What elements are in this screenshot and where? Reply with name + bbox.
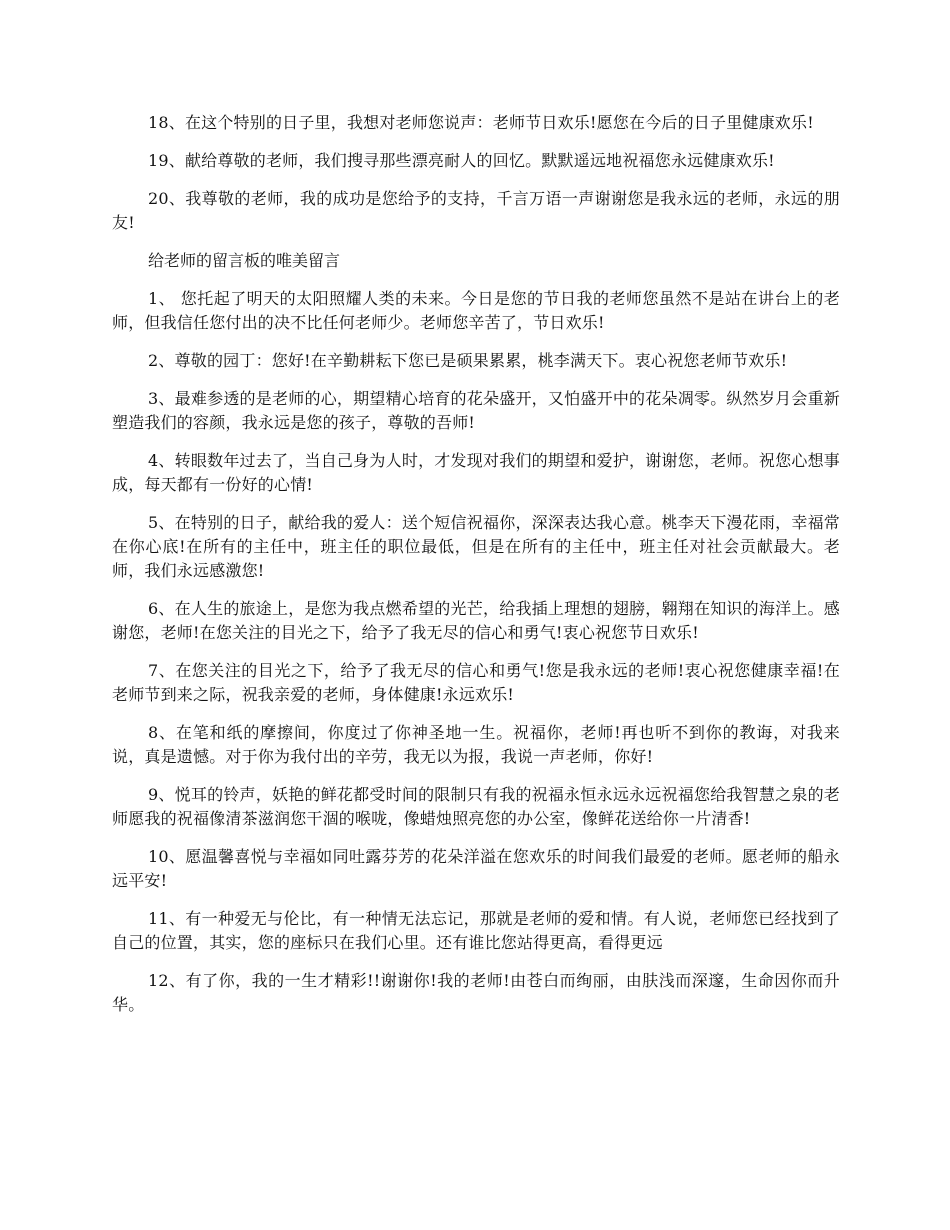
paragraph-4: 4、转眼数年过去了，当自己身为人时，才发现对我们的期望和爱护，谢谢您，老师。祝您心想事成，每天都有一份好的心情!	[112, 451, 840, 494]
paragraph-12: 12、有了你，我的一生才精彩!!谢谢你!我的老师!由苍白而绚丽，由肤浅而深邃，生命因你而升华。	[112, 971, 840, 1014]
paragraph-5: 5、在特别的日子，献给我的爱人：送个短信祝福你，深深表达我心意。桃李天下漫花雨，幸福常在你心底!在所有的主任中，班主任的职位最低，但是在所有的主任中，班主任对社会贡献最大。老师，我们永远感激您!	[112, 513, 840, 580]
paragraph-11: 11、有一种爱无与伦比，有一种情无法忘记，那就是老师的爱和情。有人说，老师您已经找到了自己的位置，其实，您的座标只在我们心里。还有谁比您站得更高，看得更远	[112, 909, 840, 952]
document-page	[112, 111, 840, 1031]
paragraph-9: 9、悦耳的铃声，妖艳的鲜花都受时间的限制只有我的祝福永恒永远永远祝福您给我智慧之泉的老师愿我的祝福像清茶滋润您干涸的喉咙，像蜡烛照亮您的办公室，像鲜花送给你一片清香!	[112, 785, 840, 828]
paragraph-8: 8、在笔和纸的摩擦间，你度过了你神圣地一生。祝福你，老师!再也听不到你的教诲，对我来说，真是遗憾。对于你为我付出的辛劳，我无以为报，我说一声老师，你好!	[112, 723, 840, 766]
paragraph-7: 7、在您关注的目光之下，给予了我无尽的信心和勇气!您是我永远的老师!衷心祝您健康幸福!在老师节到来之际，祝我亲爱的老师，身体健康!永远欢乐!	[112, 661, 840, 704]
paragraph-3: 3、最难参透的是老师的心，期望精心培育的花朵盛开，又怕盛开中的花朵凋零。纵然岁月会重新塑造我们的容颜，我永远是您的孩子，尊敬的吾师!	[112, 389, 840, 432]
paragraph-20: 20、我尊敬的老师，我的成功是您给予的支持，千言万语一声谢谢您是我永远的老师，永远的朋友!	[112, 189, 840, 232]
paragraph-1: 1、 您托起了明天的太阳照耀人类的未来。今日是您的节日我的老师您虽然不是站在讲台上的老师，但我信任您付出的决不比任何老师少。老师您辛苦了，节日欢乐!	[112, 289, 840, 332]
paragraph-18: 18、在这个特别的日子里，我想对老师您说声：老师节日欢乐!愿您在今后的日子里健康欢乐!	[148, 113, 814, 132]
paragraph-6: 6、在人生的旅途上，是您为我点燃希望的光芒，给我插上理想的翅膀，翱翔在知识的海洋上。感谢您，老师!在您关注的目光之下，给予了我无尽的信心和勇气!衷心祝您节日欢乐!	[112, 599, 840, 642]
paragraph-2: 2、尊敬的园丁：您好!在辛勤耕耘下您已是硕果累累，桃李满天下。衷心祝您老师节欢乐!	[148, 351, 788, 370]
section-heading: 给老师的留言板的唯美留言	[148, 251, 341, 270]
paragraph-10: 10、愿温馨喜悦与幸福如同吐露芬芳的花朵洋溢在您欢乐的时间我们最爱的老师。愿老师的船永远平安!	[112, 847, 840, 890]
paragraph-19: 19、献给尊敬的老师，我们搜寻那些漂亮耐人的回忆。默默遥远地祝福您永远健康欢乐!	[148, 151, 775, 170]
